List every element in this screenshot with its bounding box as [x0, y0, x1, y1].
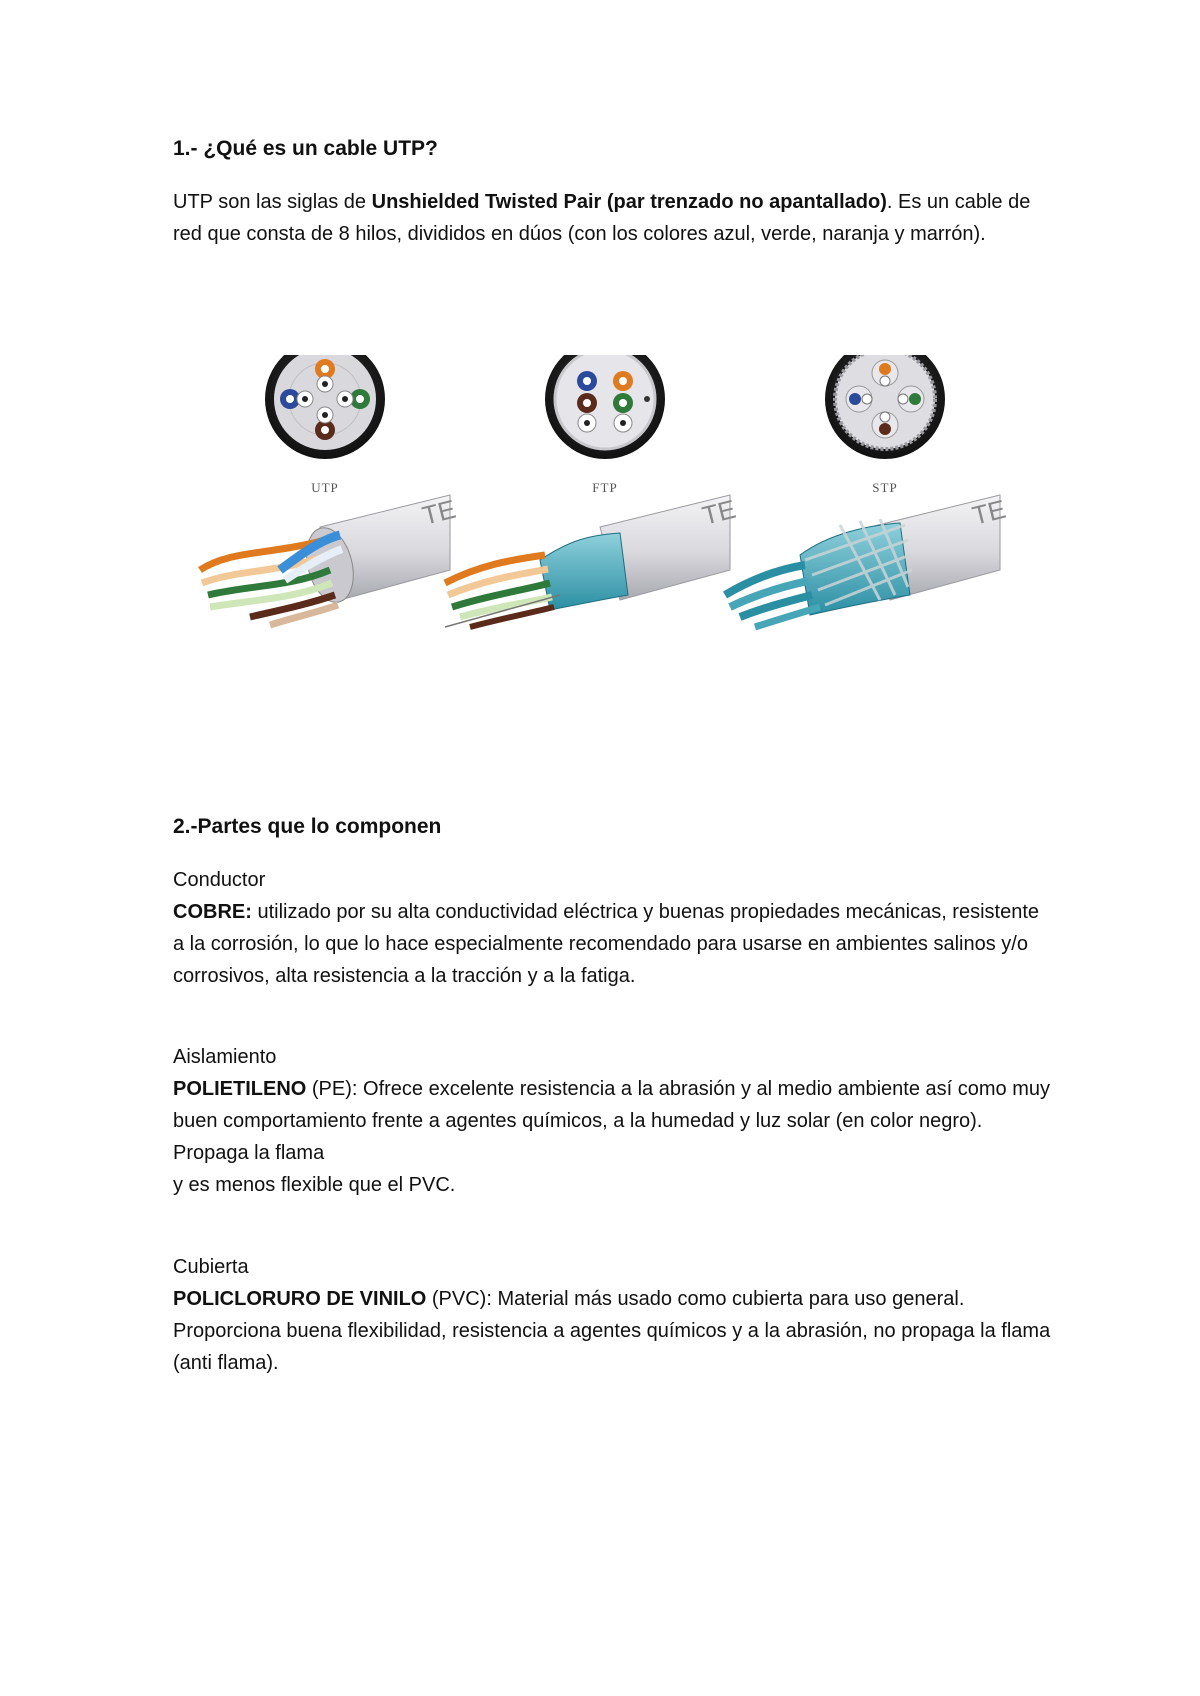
conductor-block	[173, 864, 1053, 992]
utp-side-view	[200, 494, 459, 625]
ftp-label: FTP	[592, 480, 618, 495]
aislamiento-description: (PE): Ofrece excelente resistencia a la abrasión y al medio ambiente así como muy buen comportamiento frente a agentes químicos, a la humedad y luz solar (en color negro). Propaga la flama	[173, 1078, 1051, 1164]
conductor-heading: Conductor	[173, 869, 266, 891]
conductor-text	[173, 896, 1053, 992]
utp-jacket-print: TE	[419, 493, 459, 531]
intro-bold-term: Unshielded Twisted Pair (par trenzado no apantallado)	[371, 191, 887, 213]
aislamiento-description-continued: y es menos flexible que el PVC.	[173, 1174, 456, 1196]
aislamiento-heading: Aislamiento	[173, 1046, 277, 1068]
cubierta-text	[173, 1283, 1053, 1379]
section1-title: 1.- ¿Qué es un cable UTP?	[173, 137, 438, 160]
stp-label: STP	[872, 480, 898, 495]
ftp-side-view	[445, 494, 739, 627]
cable-types-figure	[180, 355, 1020, 665]
intro-prefix: UTP son las siglas de	[173, 191, 372, 213]
ftp-cross-section	[545, 355, 665, 459]
stp-jacket-print: TE	[969, 493, 1009, 531]
cubierta-heading: Cubierta	[173, 1256, 249, 1278]
ftp-jacket-print: TE	[699, 493, 739, 531]
conductor-term: COBRE:	[173, 901, 252, 923]
utp-cross-section	[265, 355, 385, 459]
stp-cross-section	[825, 355, 945, 459]
conductor-description: utilizado por su alta conductividad eléctrica y buenas propiedades mecánicas, resistente a la corrosión, lo que lo hace especialmente recomendado para usarse en ambientes salinos y/o corrosivos, alta resistencia a la tracción y a la fatiga.	[173, 901, 1040, 987]
cubierta-block	[173, 1251, 1053, 1379]
cable-types-image	[180, 355, 1020, 665]
intro-suffix: . Es un cable de red que consta de 8 hilos, divididos en dúos (con los colores azul, verde, naranja y marrón).	[173, 191, 1031, 245]
aislamiento-term: POLIETILENO	[173, 1078, 307, 1100]
section1-intro	[173, 186, 1053, 250]
cubierta-term: POLICLORURO DE VINILO	[173, 1288, 427, 1310]
aislamiento-text	[173, 1073, 1053, 1169]
stp-side-view	[725, 494, 1009, 627]
section2-title: 2.-Partes que lo componen	[173, 815, 442, 838]
utp-label: UTP	[311, 480, 339, 495]
aislamiento-block	[173, 1041, 1053, 1201]
cubierta-description: (PVC): Material más usado como cubierta para uso general. Proporciona buena flexibilidad, resistencia a agentes químicos y a la abrasión, no propaga la flama (anti flama).	[173, 1288, 1051, 1374]
